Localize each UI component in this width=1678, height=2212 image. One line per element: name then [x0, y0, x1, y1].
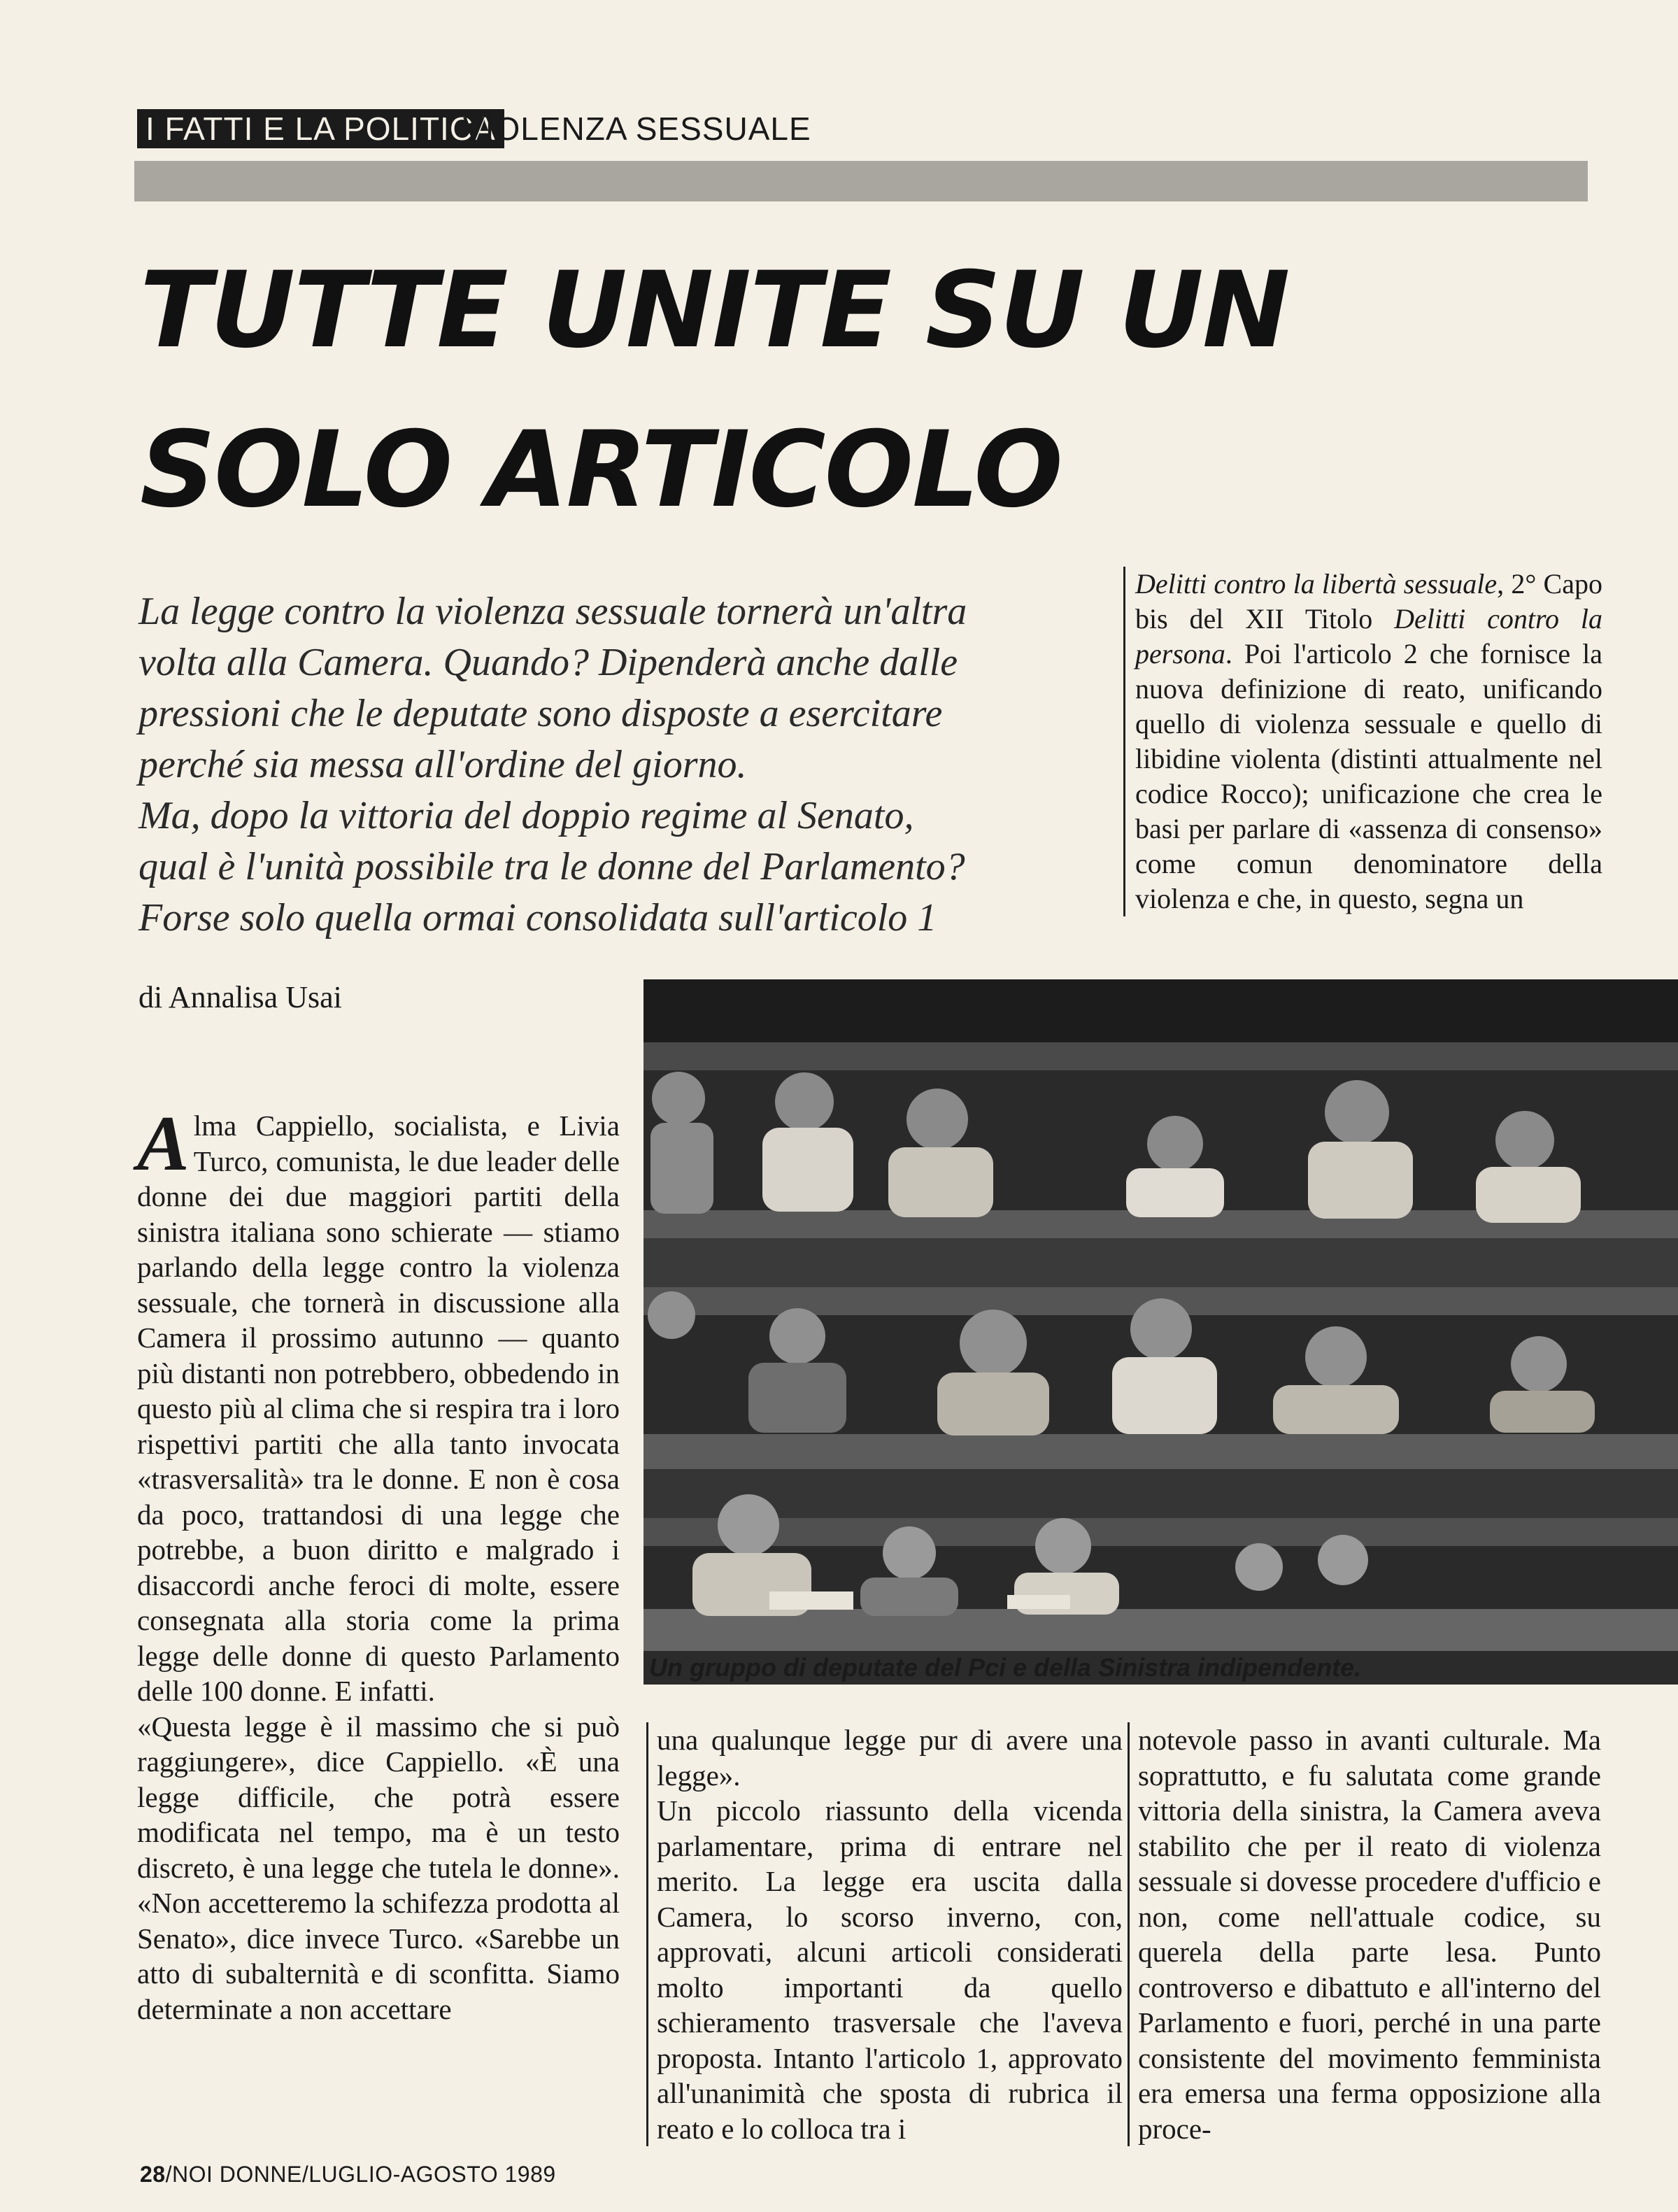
paragraph: Un piccolo riassunto della vicenda parlamentare, prima di entrare nel merito. La legge era uscita dalla Camera, lo scorso inverno, con, approvati, alcuni articoli considerati molto importanti da quello schieramento trasversale che l'aveva proposta. Intanto l'articolo 1, approvato all'unanimità che sposta di rubrica il reato e lo colloca tra i [657, 1794, 1123, 2145]
law-title: Delitti contro la persona [1135, 603, 1602, 669]
article-text: . Poi l'articolo 2 che fornisce la nuova definizione di reato, unificando quello di violenza sessuale e quello di libidine violenta (distinti attualmente nel codice Rocco); unificazione che crea le basi per parlare di «assenza di consenso» come comun denominatore della violenza e che, in questo, segna un [1135, 638, 1602, 914]
headline-line-1: TUTTE UNITE SU UN [140, 250, 1289, 371]
lede-line: perché sia messa all'ordine del giorno. [138, 743, 747, 786]
paragraph: «Questa legge è il massimo che si può raggiungere», dice Cappiello. «È una legge difficile, che potrà essere modificata nel tempo, ma è un testo discreto, è una legge che tutela le donne». «Non accetteremo la schifezza prodotta al Senato», dice invece Turco. «Sarebbe un atto di subalternità e di sconfitta. Siamo determinate a non accettare [137, 1710, 620, 2025]
parliament-photo [644, 979, 1678, 1685]
article-column-top [1123, 567, 1602, 916]
lede-line: La legge contro la violenza sessuale tornerà un'altra [138, 590, 967, 633]
header-rule [134, 161, 1588, 201]
lede-line: qual è l'unità possibile tra le donne del Parlamento? [138, 845, 965, 888]
page-number: 28 [140, 2162, 166, 2187]
paragraph [137, 1100, 620, 1709]
photo-caption: Un gruppo di deputate del Pci e della Sinistra indipendente. [649, 1653, 1362, 1682]
article-text: , 2° Capo bis del XII Titolo [1135, 568, 1602, 634]
page-footer [140, 2160, 556, 2188]
publication-info: /NOI DONNE/LUGLIO-AGOSTO 1989 [165, 2162, 556, 2187]
byline: di Annalisa Usai [138, 980, 342, 1014]
headline [140, 231, 1399, 550]
lede-line: pressioni che le deputate sono disposte a esercitare [138, 692, 943, 735]
headline-line-2: SOLO ARTICOLO [140, 409, 1062, 531]
paragraph: notevole passo in avanti culturale. Ma soprattutto, e fu salutata come grande vittoria della sinistra, la Camera aveva stabilito che per il reato di violenza sessuale si dovesse procedere d'ufficio e non, come nell'attuale codice, su querela della parte lesa. Punto controverso e dibattuto e all'interno del Parlamento e fuori, perché in una parte consistente del movimento femminista era emersa una ferma opposizione alla proce- [1138, 1724, 1601, 2145]
article-column-3 [1128, 1722, 1601, 2146]
section-tag: I FATTI E LA POLITICA [137, 109, 504, 148]
lede-line: volta alla Camera. Quando? Dipenderà anche dalle [138, 641, 958, 684]
lede-line: Forse solo quella ormai consolidata sull'articolo 1 [138, 896, 937, 940]
lede-line: Ma, dopo la vittoria del doppio regime al Senato, [138, 794, 914, 837]
article-column-1 [137, 1100, 620, 2027]
drop-cap: A [137, 1100, 190, 1187]
paragraph: una qualunque legge pur di avere una legge». [657, 1724, 1123, 1792]
law-chapter-title: Delitti contro la libertà sessuale [1135, 568, 1498, 600]
lede [138, 586, 1090, 944]
section-topic: VIOLENZA SESSUALE [463, 111, 811, 147]
article-column-2 [646, 1722, 1123, 2146]
paragraph-text: lma Cappiello, socialista, e Livia Turco, comunista, le due leader delle donne dei due maggiori partiti della sinistra italiana sono schierate — stiamo parlando della legge contro la violenza sessuale, che tornerà in discussione alla Camera il prossimo autunno — quanto più distanti non potrebbero, obbedendo in questo più al clima che si respira tra i loro rispettivi partiti che alla tanto invocata «trasversalità» tra le donne. E non è cosa da poco, trattandosi di una legge che potrebbe, a buon diritto e malgrado i disaccordi anche feroci di molte, essere consegnata alla storia come la prima legge delle donne di questo Parlamento delle 100 donne. E infatti. [137, 1109, 620, 1707]
